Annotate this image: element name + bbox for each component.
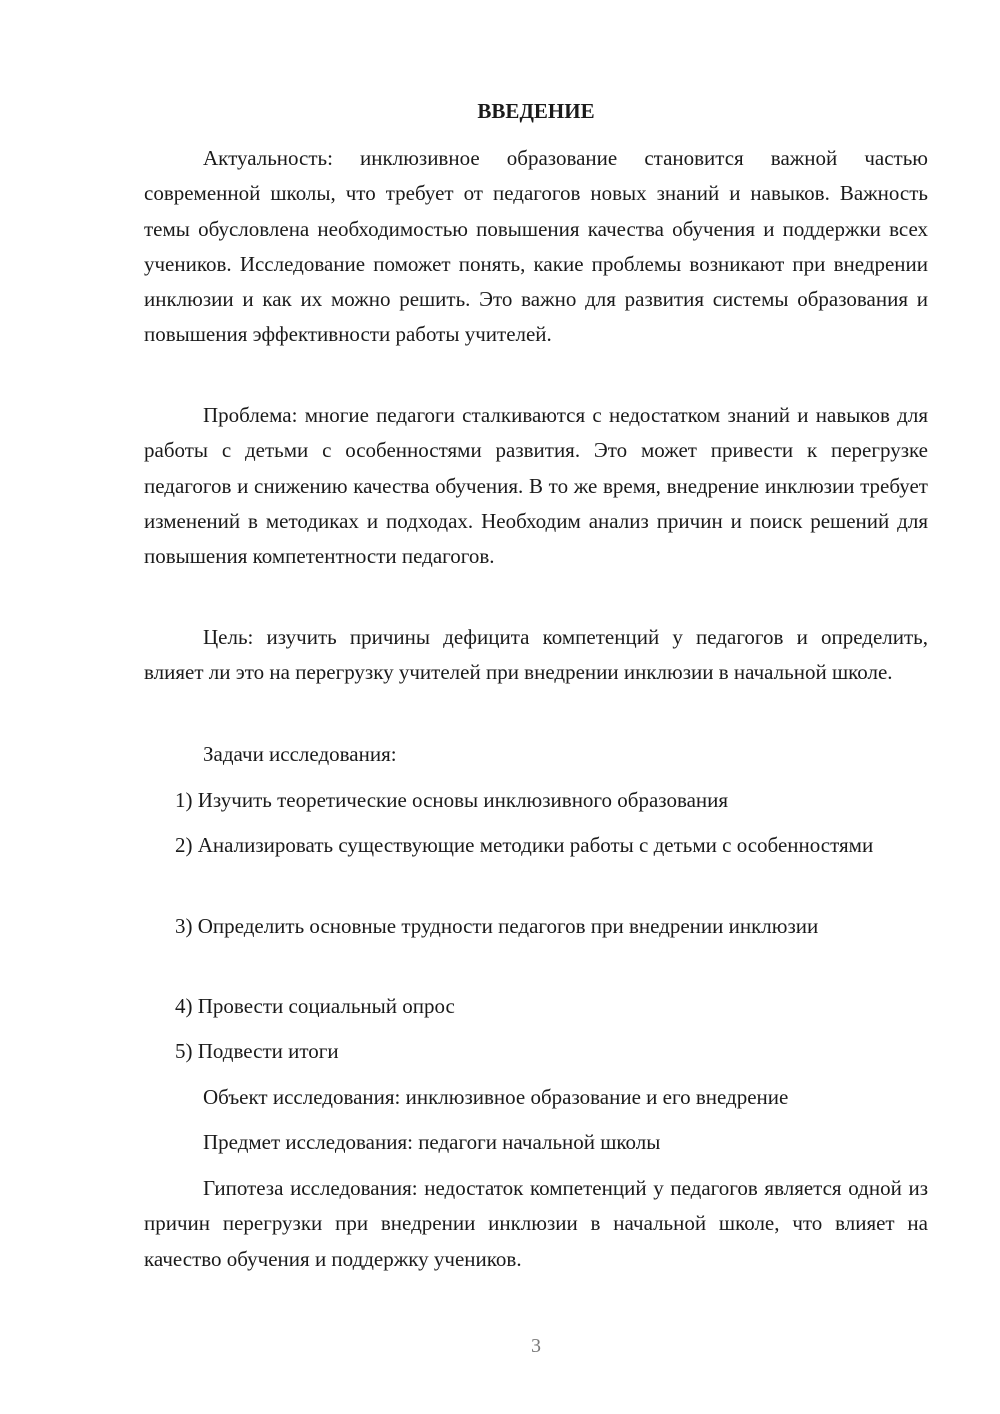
list-item: 1) Изучить теоретические основы инклюзивного образования xyxy=(175,788,729,812)
page-number: 3 xyxy=(531,1335,541,1357)
subject-block xyxy=(144,1125,928,1160)
paragraph-relevance: Актуальность: инклюзивное образование становится важной частью современной школы, что требует от педагогов новых знаний и навыков. Важность темы обусловлена необходимостью повышения качества обучения и поддержки всех учеников. Исследование поможет понять, какие проблемы возникают при внедрении инклюзии и как их можно решить. Это важно для развития системы образования и повышения эффективности работы учителей. xyxy=(144,146,928,347)
document-body xyxy=(144,141,928,353)
object-block xyxy=(144,1080,928,1115)
list-item: 3) Определить основные трудности педагогов при внедрении инклюзии xyxy=(175,914,819,938)
list-item: 4) Провести социальный опрос xyxy=(175,994,455,1018)
paragraph-problem: Проблема: многие педагоги сталкиваются с недостатком знаний и навыков для работы с детьми с особенностями развития. Это может привести к перегрузке педагогов и снижению качества обучения. В то же время, внедрение инклюзии требует изменений в методиках и подходах. Необходим анализ причин и поиск решений для повышения компетентности педагогов. xyxy=(144,403,928,569)
task-list-5 xyxy=(144,1034,928,1069)
document-body-2 xyxy=(144,398,928,574)
page-title: ВВЕДЕНИЕ xyxy=(477,99,595,123)
task-list xyxy=(144,783,928,818)
research-object: Объект исследования: инклюзивное образование и его внедрение xyxy=(203,1085,789,1109)
task-list-4 xyxy=(144,989,928,1024)
list-item: 2) Анализировать существующие методики работы с детьми с особенностями xyxy=(175,833,874,857)
list-item: 5) Подвести итоги xyxy=(175,1039,339,1063)
research-hypothesis: Гипотеза исследования: недостаток компетенций у педагогов является одной из причин перегрузки при внедрении инклюзии в начальной школе, что влияет на качество обучения и поддержку учеников. xyxy=(144,1176,928,1271)
task-list-3 xyxy=(144,909,928,944)
task-list-2 xyxy=(144,828,928,863)
hypothesis-block xyxy=(144,1171,928,1277)
paragraph-goal: Цель: изучить причины дефицита компетенций у педагогов и определить, влияет ли это на перегрузку учителей при внедрении инклюзии в начальной школе. xyxy=(144,625,928,685)
document-body-4 xyxy=(144,737,928,772)
document-body-3 xyxy=(144,620,928,691)
research-subject: Предмет исследования: педагоги начальной школы xyxy=(203,1130,661,1154)
tasks-heading: Задачи исследования: xyxy=(203,742,397,766)
